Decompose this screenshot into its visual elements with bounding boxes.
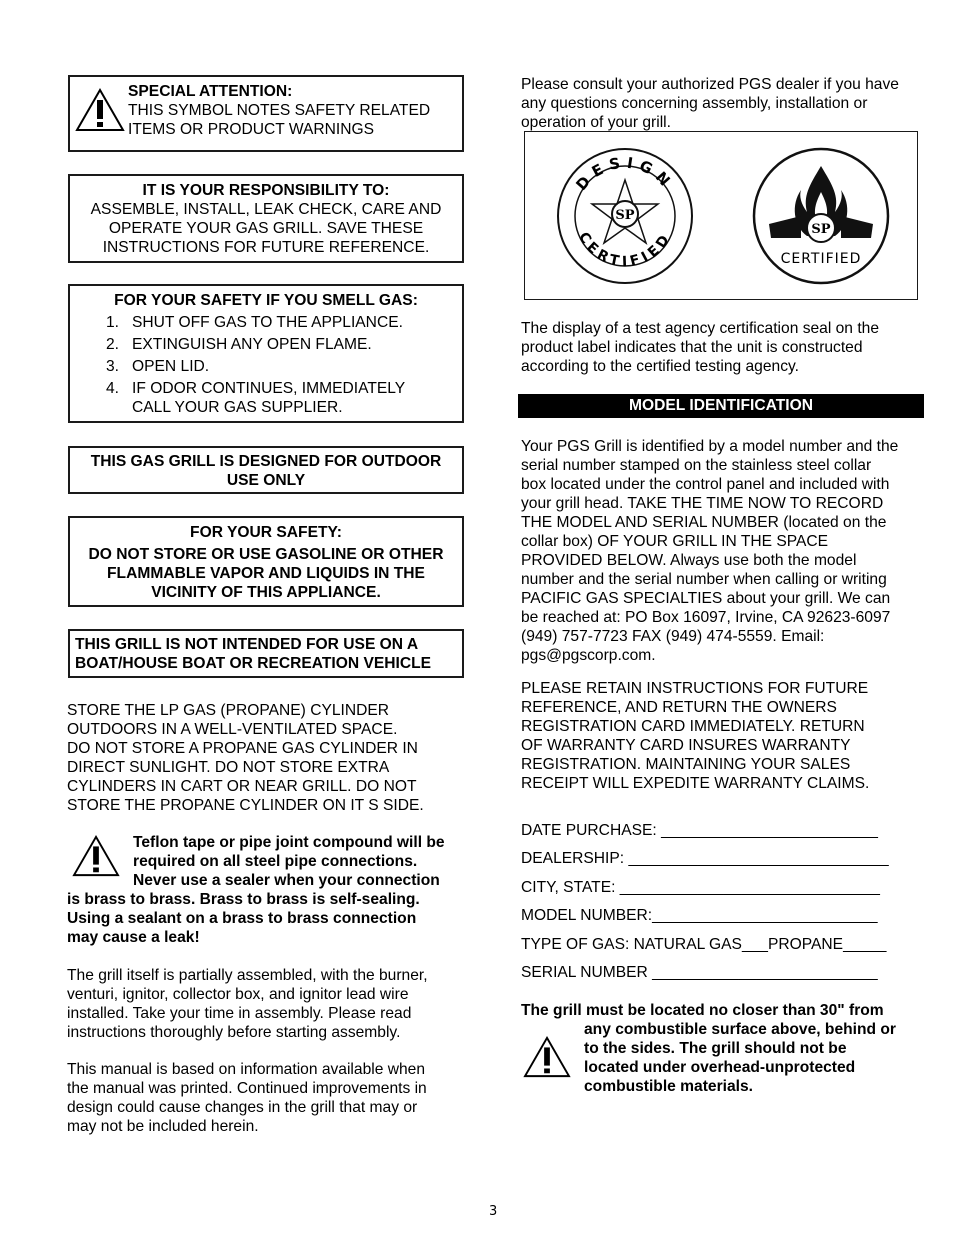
manual-paragraph: This manual is based on information available when the manual was printed. Continued improvements in design could cause changes in the grill that may or may not be included herein. <box>67 1061 427 1135</box>
special-attention-line: THIS SYMBOL NOTES SAFETY RELATED <box>128 102 431 119</box>
gasoline-warning-box: FOR YOUR SAFETY: DO NOT STORE OR USE GASOLINE OR OTHER FLAMMABLE VAPOR AND LIQUIDS IN THE VICINITY OF THIS APPLIANCE. <box>68 516 464 607</box>
registration-form <box>521 817 889 987</box>
seal-top-text: DESIGN <box>572 153 678 194</box>
boat-warning-box: THIS GRILL IS NOT INTENDED FOR USE ON A BOAT/HOUSE BOAT OR RECREATION VEHICLE <box>68 629 464 678</box>
consult-paragraph: Please consult your authorized PGS dealer if you have any questions concerning assembly, installation or operation of your grill. <box>521 76 899 131</box>
csa-mark: SP <box>615 208 635 223</box>
design-certified-seal <box>555 146 695 286</box>
list-item: 3. OPEN LID. <box>106 358 210 375</box>
model-number-field[interactable]: MODEL NUMBER:__________________________ <box>521 907 878 925</box>
certification-seals-box <box>524 131 918 300</box>
responsibility-line: ASSEMBLE, INSTALL, LEAK CHECK, CARE AND <box>90 201 442 218</box>
seal-paragraph: The display of a test agency certification seal on the product label indicates that the unit is constructed according to the certified testing agency. <box>521 320 879 375</box>
smell-gas-box <box>68 284 464 423</box>
outdoor-use-box: THIS GAS GRILL IS DESIGNED FOR OUTDOOR USE ONLY <box>68 446 464 494</box>
teflon-warning-text: Teflon tape or pipe joint compound will be required on all steel pipe connections. Never use a sealer when your connection is brass to brass. Brass to brass is self-sealing. Using a sealant on a brass to brass connection may cause a leak! <box>67 834 445 946</box>
model-identification-paragraph: Your PGS Grill is identified by a model number and the serial number stamped on the stainless steel collar box located under the control panel and included with your grill head. TAKE THE TIME NOW TO RECORD THE MODEL AND SERIAL NUMBER (located on the collar box) OF YOUR GRILL IN THE SPACE PROVIDED BELOW. Always use both the model number and the serial number when calling or writing PACIFIC GAS SPECIALTIES about your grill. We can be reached at: PO Box 16097, Irvine, CA 92623-6097 (949) 757-7723 FAX (949) 474-5559. Email: pgs@pgscorp.com. <box>521 438 899 664</box>
page-number: 3 <box>489 1204 498 1219</box>
special-attention-box <box>68 75 464 152</box>
city-state-field[interactable]: CITY, STATE: ______________________________ <box>521 878 880 896</box>
model-identification-heading: MODEL IDENTIFICATION <box>518 394 924 418</box>
clearance-warning-text: The grill must be located no closer than 30" from any combustible surface above, behind or to the sides. The grill should not be located under overhead-unprotected combustible materials. <box>521 1002 896 1095</box>
responsibility-box <box>68 174 464 263</box>
gasoline-warning-title: FOR YOUR SAFETY: <box>190 524 342 541</box>
list-item: 4. IF ODOR CONTINUES, IMMEDIATELY CALL YOUR GAS SUPPLIER. <box>106 380 406 416</box>
date-purchase-field[interactable]: DATE PURCHASE: _________________________ <box>521 822 878 839</box>
list-item: 1. SHUT OFF GAS TO THE APPLIANCE. <box>106 314 403 331</box>
responsibility-line: INSTRUCTIONS FOR FUTURE REFERENCE. <box>102 239 430 256</box>
retain-instructions-paragraph: PLEASE RETAIN INSTRUCTIONS FOR FUTURE REFERENCE, AND RETURN THE OWNERS REGISTRATION CARD IMMEDIATELY. RETURN OF WARRANTY CARD INSURES WARRANTY REGISTRATION. MAINTAINING YOUR SALES RECEIPT WILL EXPEDITE WARRANTY CLAIMS. <box>521 680 870 792</box>
responsibility-title: IT IS YOUR RESPONSIBILITY TO: <box>142 182 390 199</box>
list-item: 2. EXTINGUISH ANY OPEN FLAME. <box>106 336 372 353</box>
serial-number-field[interactable]: SERIAL NUMBER __________________________ <box>521 964 878 982</box>
special-attention-line: ITEMS OR PRODUCT WARNINGS <box>128 121 375 138</box>
smell-gas-title: FOR YOUR SAFETY IF YOU SMELL GAS: <box>114 292 418 309</box>
propane-storage-paragraph: STORE THE LP GAS (PROPANE) CYLINDER OUTDOORS IN A WELL-VENTILATED SPACE. DO NOT STORE A PROPANE GAS CYLINDER IN DIRECT SUNLIGHT. DO NOT STORE EXTRA CYLINDERS IN CART OR NEAR GRILL. DO NOT STORE THE PROPANE CYLINDER ON IT S SIDE. <box>67 702 424 814</box>
certified-text: CERTIFIED <box>780 251 862 267</box>
certified-flame-seal <box>751 146 891 286</box>
warning-triangle-icon <box>74 87 126 133</box>
dealership-field[interactable]: DEALERSHIP: ______________________________ <box>521 850 889 868</box>
responsibility-line: OPERATE YOUR GAS GRILL. SAVE THESE <box>108 220 424 237</box>
gas-type-field[interactable]: TYPE OF GAS: NATURAL GAS___PROPANE_____ <box>521 935 887 953</box>
warning-triangle-icon <box>522 1035 572 1079</box>
seal-bottom-text: CERTIFIED <box>575 229 675 271</box>
smell-gas-list <box>102 313 462 417</box>
special-attention-title: SPECIAL ATTENTION: <box>128 83 293 100</box>
csa-mark: SP <box>811 222 831 237</box>
assembly-paragraph: The grill itself is partially assembled, with the burner, venturi, ignitor, collector box, and ignitor lead wire installed. Take your time in assembly. Please read instructions thoroughly before starting assembly. <box>67 967 428 1041</box>
